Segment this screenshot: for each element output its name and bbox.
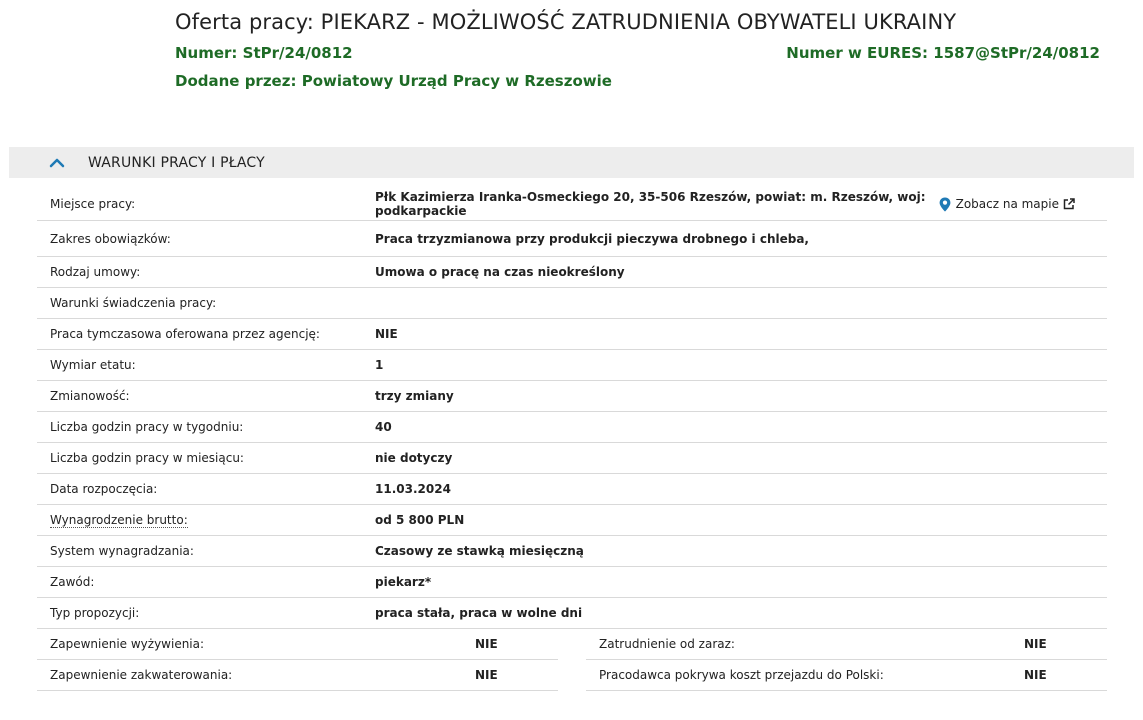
table-row bbox=[37, 381, 1107, 412]
row-value: piekarz* bbox=[375, 575, 432, 589]
row-label: Warunki świadczenia pracy: bbox=[50, 296, 217, 310]
row-label: Wymiar etatu: bbox=[50, 358, 136, 372]
row-label: Zatrudnienie od zaraz: bbox=[599, 637, 735, 651]
left-column bbox=[37, 629, 558, 691]
eures-number-value: 1587@StPr/24/0812 bbox=[933, 44, 1100, 62]
eures-number bbox=[786, 44, 1100, 62]
offer-number bbox=[175, 44, 353, 62]
row-value: NIE bbox=[1024, 668, 1047, 682]
offer-header bbox=[175, 10, 1100, 90]
row-label: Zmianowość: bbox=[50, 389, 130, 403]
row-label: Typ propozycji: bbox=[50, 606, 140, 620]
table-row bbox=[37, 319, 1107, 350]
map-pin-icon bbox=[939, 197, 951, 212]
row-value: NIE bbox=[475, 668, 498, 682]
row-label: Data rozpoczęcia: bbox=[50, 482, 158, 496]
right-column bbox=[586, 629, 1107, 691]
row-label: Zapewnienie zakwaterowania: bbox=[50, 668, 233, 682]
row-label: Zapewnienie wyżywienia: bbox=[50, 637, 205, 651]
row-value: praca stała, praca w wolne dni bbox=[375, 606, 583, 620]
table-row bbox=[37, 660, 558, 691]
table-row bbox=[37, 350, 1107, 381]
section-title: WARUNKI PRACY I PŁACY bbox=[88, 154, 265, 171]
table-row bbox=[37, 188, 1107, 221]
map-link-label[interactable]: Zobacz na mapie bbox=[955, 197, 1059, 211]
row-label: Liczba godzin pracy w tygodniu: bbox=[50, 420, 244, 434]
table-row bbox=[37, 629, 558, 660]
row-label: Pracodawca pokrywa koszt przejazdu do Polski: bbox=[599, 668, 884, 682]
table-row bbox=[37, 221, 1107, 257]
two-column-section bbox=[37, 629, 1107, 691]
table-row bbox=[37, 598, 1107, 629]
table-row bbox=[37, 474, 1107, 505]
table-row bbox=[37, 505, 1107, 536]
section-toggle-warunki[interactable] bbox=[9, 147, 1134, 178]
offer-number-label: Numer: bbox=[175, 44, 238, 62]
table-row bbox=[37, 257, 1107, 288]
row-value: 11.03.2024 bbox=[375, 482, 451, 496]
external-link-icon bbox=[1063, 198, 1075, 210]
row-value: Umowa o pracę na czas nieokreślony bbox=[375, 265, 625, 279]
table-row bbox=[37, 443, 1107, 474]
eures-number-label: Numer w EURES: bbox=[786, 44, 929, 62]
row-value: nie dotyczy bbox=[375, 451, 453, 465]
added-by-label: Dodane przez: bbox=[175, 72, 297, 90]
row-value: Płk Kazimierza Iranka-Osmeckiego 20, 35-506 Rzeszów, powiat: m. Rzeszów, woj: podkarpackie bbox=[375, 190, 926, 218]
row-value: NIE bbox=[475, 637, 498, 651]
row-value: trzy zmiany bbox=[375, 389, 454, 403]
row-label: Praca tymczasowa oferowana przez agencję: bbox=[50, 327, 320, 341]
table-row bbox=[586, 629, 1107, 660]
row-label: Rodzaj umowy: bbox=[50, 265, 141, 279]
row-value: NIE bbox=[375, 327, 398, 341]
chevron-up-icon[interactable] bbox=[49, 158, 85, 168]
table-row bbox=[586, 660, 1107, 691]
table-row bbox=[37, 412, 1107, 443]
table-row bbox=[37, 288, 1107, 319]
row-value: NIE bbox=[1024, 637, 1047, 651]
row-label: Zawód: bbox=[50, 575, 95, 589]
offer-number-value: StPr/24/0812 bbox=[242, 44, 353, 62]
row-label: Zakres obowiązków: bbox=[50, 231, 171, 246]
row-value: 1 bbox=[375, 358, 384, 372]
row-value: od 5 800 PLN bbox=[375, 513, 465, 527]
map-link[interactable] bbox=[939, 197, 1075, 212]
row-value: 40 bbox=[375, 420, 392, 434]
details-table bbox=[37, 188, 1107, 691]
offer-numbers bbox=[175, 44, 1100, 62]
salary-label[interactable]: Wynagrodzenie brutto: bbox=[50, 513, 188, 527]
row-label-tooltip[interactable] bbox=[37, 513, 375, 527]
table-row bbox=[37, 567, 1107, 598]
row-value: Praca trzyzmianowa przy produkcji pieczywa drobnego i chleba, bbox=[375, 231, 809, 246]
table-row bbox=[37, 536, 1107, 567]
row-label: Liczba godzin pracy w miesiącu: bbox=[50, 451, 244, 465]
row-label: System wynagradzania: bbox=[50, 544, 194, 558]
page-title: Oferta pracy: PIEKARZ - MOŻLIWOŚĆ ZATRUDNIENIA OBYWATELI UKRAINY bbox=[175, 10, 957, 34]
row-value: Czasowy ze stawką miesięczną bbox=[375, 544, 584, 558]
row-label: Miejsce pracy: bbox=[50, 197, 136, 211]
added-by bbox=[175, 72, 1100, 90]
added-by-value: Powiatowy Urząd Pracy w Rzeszowie bbox=[301, 72, 612, 90]
